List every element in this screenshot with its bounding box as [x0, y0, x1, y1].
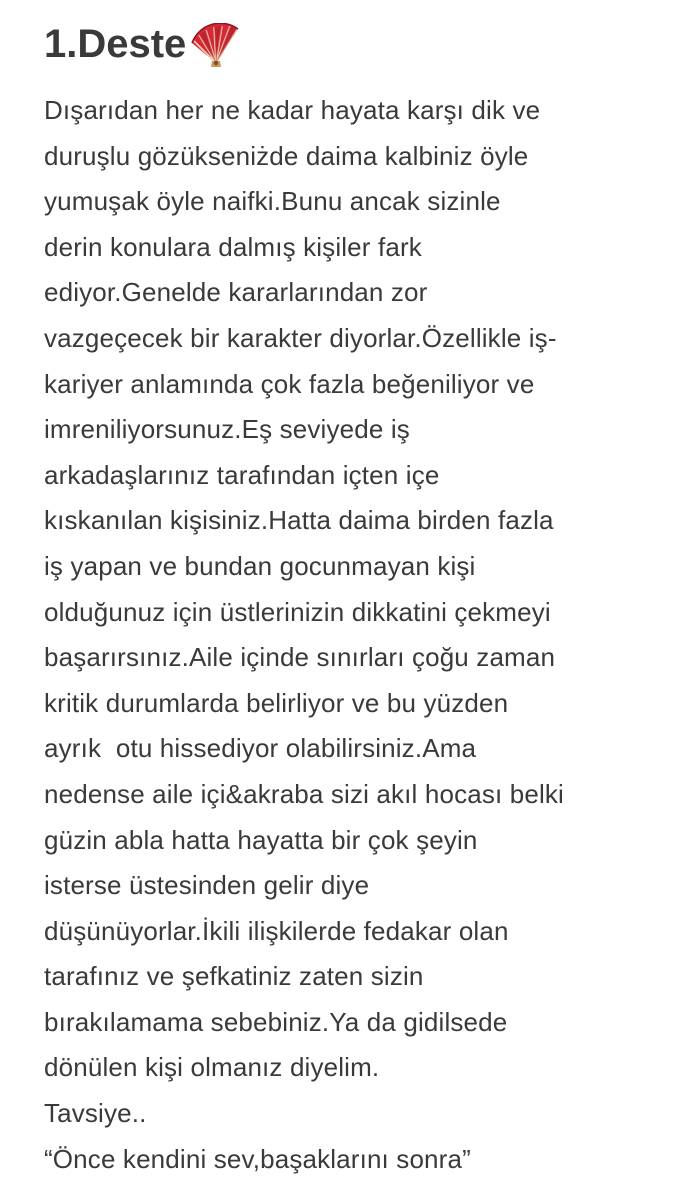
body-line: düşünüyorlar.İkili ilişkilerde fedakar olan: [44, 915, 509, 946]
advice-label: Tavsiye..: [44, 1098, 147, 1129]
body-line: iş yapan ve bundan gocunmayan kişi: [44, 550, 476, 581]
note-page: [44, 14, 654, 1182]
body-line: arkadaşlarınız tarafından içten içe: [44, 459, 440, 490]
body-line: duruşlu gözükseniżde daima kalbiniz öyle: [44, 140, 529, 171]
advice-quote: “Önce kendini sev,başaklarını sonra”: [44, 1143, 471, 1174]
folding-fan-icon: [188, 23, 244, 69]
body-line: nedense aile içi&akraba sizi akıl hocası belki: [44, 778, 564, 809]
body-line: kariyer anlamında çok fazla beğeniliyor ve: [44, 368, 535, 399]
body-line: ediyor.Genelde kararlarından zor: [44, 277, 428, 308]
body-line: başarırsınız.Aile içinde sınırları çoğu zaman: [44, 642, 556, 673]
body-line: güzin abla hatta hayatta bir çok şeyin: [44, 824, 478, 855]
body-line: Dışarıdan her ne kadar hayata karşı dik ve: [44, 95, 541, 125]
body-line: derin konulara dalmış kişiler fark: [44, 231, 422, 262]
note-body: [44, 88, 654, 1182]
body-line: vazgeçecek bir karakter diyorlar.Özellikle iş-: [44, 322, 557, 353]
body-line: tarafınız ve şefkatiniz zaten sizin: [44, 961, 424, 992]
body-line: ayrık otu hissediyor olabilirsiniz.Ama: [44, 733, 477, 764]
body-line: kritik durumlarda belirliyor ve bu yüzden: [44, 687, 509, 718]
body-line: dönülen kişi olmanız diyelim.: [44, 1052, 380, 1083]
body-line: imreniliyorsunuz.Eş seviyede iş: [44, 414, 410, 445]
note-title: [44, 14, 654, 74]
body-line: olduğunuz için üstlerinizin dikkatini çekmeyi: [44, 596, 551, 627]
note-title-text: 1.Deste: [44, 22, 187, 66]
body-line: isterse üstesinden gelir diye: [44, 870, 370, 901]
body-line: bırakılamama sebebiniz.Ya da gidilsede: [44, 1006, 508, 1037]
body-line: yumuşak öyle naifki.Bunu ancak sizinle: [44, 186, 501, 217]
body-line: kıskanılan kişisiniz.Hatta daima birden fazla: [44, 505, 554, 536]
